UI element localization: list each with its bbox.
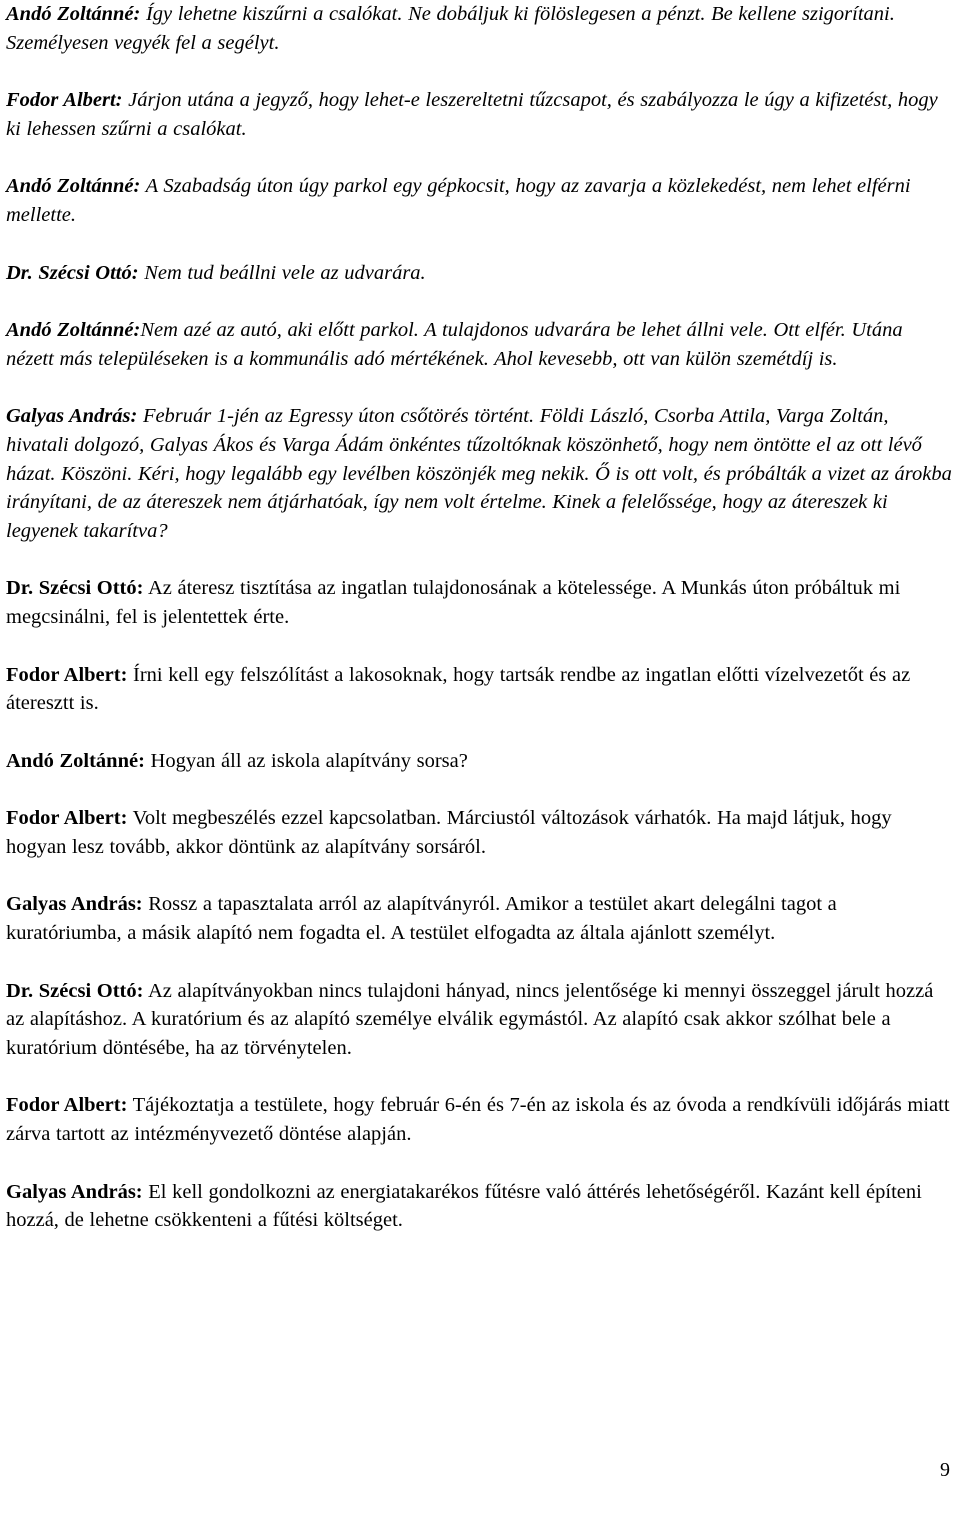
- paragraph: [6, 1091, 952, 1148]
- paragraph: [6, 86, 952, 143]
- paragraph-text: Nem azé az autó, aki előtt parkol. A tulajdonos udvarára be lehet állni vele. Ott elfér. Utána nézett más településeken is a kommunális adó mértékének. Ahol kevesebb, ott van külön szemétdíj is.: [6, 319, 903, 370]
- paragraph: [6, 747, 952, 776]
- paragraph: [6, 316, 952, 373]
- paragraph-text: Tájékoztatja a testülete, hogy február 6-én és 7-én az iskola és az óvoda a rendkívüli időjárás miatt zárva tartott az intézményvezető döntése alapján.: [6, 1094, 950, 1146]
- page-number: 9: [940, 1459, 950, 1481]
- paragraph-text: Járjon utána a jegyző, hogy lehet-e leszereltetni tűzcsapot, és szabályozza le úgy a kifizetést, hogy ki lehessen szűrni a csalókat.: [6, 89, 938, 140]
- paragraph-text: Így lehetne kiszűrni a csalókat. Ne dobáljuk ki fölöslegesen a pénzt. Be kellene szigorítani. Személyesen vegyék fel a segélyt.: [6, 3, 895, 54]
- speaker-name: Fodor Albert:: [6, 807, 128, 830]
- paragraph: [6, 259, 952, 288]
- speaker-name: Dr. Szécsi Ottó:: [6, 577, 144, 600]
- paragraph: [6, 804, 952, 861]
- paragraph: [6, 890, 952, 947]
- paragraph: [6, 402, 952, 545]
- speaker-name: Galyas András:: [6, 1180, 143, 1203]
- paragraph: [6, 574, 952, 631]
- paragraph-text: Rossz a tapasztalata arról az alapítványról. Amikor a testület akart delegálni tagot a kuratóriumba, a másik alapító nem fogadta el. A testület elfogadta az általa ajánlott személyt.: [6, 893, 837, 945]
- speaker-name: Dr. Szécsi Ottó:: [6, 979, 144, 1002]
- paragraph-text: Hogyan áll az iskola alapítvány sorsa?: [144, 749, 468, 772]
- paragraph-text: Az áteresz tisztítása az ingatlan tulajdonosának a kötelessége. A Munkás úton próbáltuk mi megcsinálni, fel is jelentettek érte.: [6, 577, 901, 628]
- speaker-name: Andó Zoltánné:: [6, 749, 145, 772]
- minutes-body: [6, 0, 952, 1264]
- speaker-name: Fodor Albert:: [6, 663, 128, 686]
- paragraph-text: Nem tud beállni vele az udvarára.: [138, 261, 426, 284]
- speaker-name: Fodor Albert:: [6, 1094, 128, 1117]
- speaker-name: Galyas András:: [6, 893, 143, 916]
- paragraph: [6, 661, 952, 718]
- paragraph: [6, 1178, 952, 1235]
- speaker-name: Andó Zoltánné:: [6, 3, 141, 25]
- paragraph-text: A Szabadság úton úgy parkol egy gépkocsit, hogy az zavarja a közlekedést, nem lehet elférni mellette.: [6, 175, 911, 226]
- paragraph-text: Volt megbeszélés ezzel kapcsolatban. Márciustól változások várhatók. Ha majd látjuk, hogy hogyan lesz tovább, akkor döntünk az alapítvány sorsáról.: [6, 807, 892, 858]
- speaker-name: Andó Zoltánné:: [6, 319, 141, 342]
- paragraph: [6, 977, 952, 1063]
- speaker-name: Dr. Szécsi Ottó:: [6, 261, 139, 284]
- speaker-name: Andó Zoltánné:: [6, 175, 141, 198]
- paragraph-text: El kell gondolkozni az energiatakarékos fűtésre való áttérés lehetőségéről. Kazánt kell építeni hozzá, de lehetne csökkenteni a fűtési költséget.: [6, 1180, 922, 1232]
- paragraph: [6, 0, 952, 57]
- speaker-name: Fodor Albert:: [6, 89, 123, 112]
- speaker-name: Galyas András:: [6, 405, 138, 428]
- paragraph-text: Írni kell egy felszólítást a lakosoknak, hogy tartsák rendbe az ingatlan előtti vízelvezetőt és az áteresztt is.: [6, 663, 911, 715]
- paragraph-text: Február 1-jén az Egressy úton csőtörés történt. Földi László, Csorba Attila, Varga Zoltán, hivatali dolgozó, Galyas Ákos és Varga Ádám önkéntes tűzoltóknak köszönhető, hogy nem öntötte el az ott lévő házat. Köszöni. Kéri, hogy legalább egy levélben köszönjék meg nekik. Ő is ott volt, és próbálták a vizet az árokba irányítani, de az átereszek nem átjárhatóak, így nem volt értelme. Kinek a felelőssége, hogy az átereszek ki legyenek takarítva?: [6, 405, 952, 542]
- paragraph-text: Az alapítványokban nincs tulajdoni hányad, nincs jelentősége ki mennyi összeggel járult hozzá az alapításhoz. A kuratórium és az alapító személye elválik egymástól. Az alapító csak akkor szólhat bele a kuratórium döntésébe, ha az törvénytelen.: [6, 979, 934, 1059]
- paragraph: [6, 172, 952, 229]
